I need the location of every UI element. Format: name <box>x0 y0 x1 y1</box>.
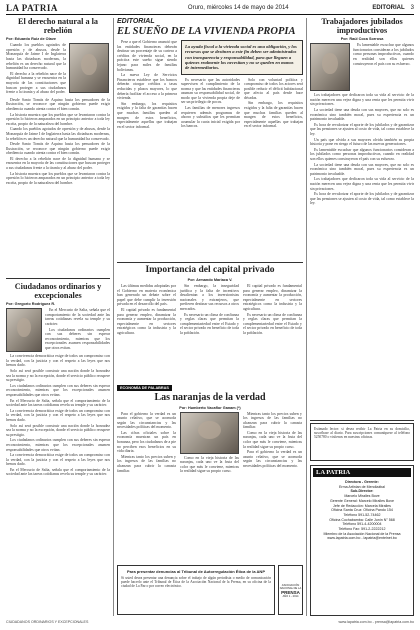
editorial-title: EL SUEÑO DE LA VIVIENDA PROPIA <box>117 26 296 37</box>
paragraph: La nueva Ley de Servicios Financieros establece que los bancos deberán otorgar créditos a tasas reducidas y plazos mayores, lo que debería facilitar el acceso a la primera vivienda. <box>117 73 177 101</box>
staff-line[interactable]: www.lapatria.com.bo - lapatria@entelnet.bo <box>327 536 397 541</box>
paragraph: Es lamentable escuchar que algunos funcionarios consideran a los jubilados como personas improductivas, cuando en realidad son ellos quienes construyeron el país con su esfuerzo. <box>310 147 414 161</box>
staff-line: Sub-Director: <box>350 489 374 494</box>
paragraph: Solo así será posible construir una nación donde la honradez sea la norma y no la excepción, donde el servicio público recupere su prestigio. <box>6 423 110 437</box>
paragraph: Mientras tanto los precios suben y los ingresos de las familias no alcanzan para cubrir la canasta familiar. <box>117 454 176 473</box>
article-title: Importancia del capital privado <box>145 265 275 275</box>
staff-logo: LA PATRIA <box>313 468 411 477</box>
paragraph: Sin embargo, los requisitos exigidos y la falta de garantías hacen que muchas familias queden al margen de estos beneficios, especialmente aquellas que trabajan en el sector informal. <box>117 101 177 129</box>
author-photo <box>69 43 109 93</box>
paragraph: Los trabajadores que dedicaron toda su vida al servicio de la nación merecen una vejez digna y una renta que les permita vivir sin privaciones. <box>310 93 414 107</box>
paragraph: Los ciudadanos ordinarios cumplen con sus deberes sin esperar reconocimiento, mientras que los excepcionales asumen responsabilidades que otros evitan. <box>6 438 110 452</box>
section-divider <box>117 262 303 263</box>
article-author: Por: Armando Mariaca V. <box>187 277 233 282</box>
article-body <box>6 43 66 96</box>
staff-line: Oficina Santa Cruz: Oficina Pando 154 <box>331 508 393 513</box>
staff-line: Directora - Gerente: <box>345 480 379 484</box>
issue-date: Oruro, miércoles 14 de mayo de 2014 <box>187 5 289 11</box>
paragraph: Las últimas medidas adoptadas por el Gobierno en materia económica han generado un debate sobre el papel que debe cumplir la inversión privada en el desarrollo del país. <box>117 283 176 307</box>
paragraph: Sin embargo, la inseguridad jurídica y la falta de incentivos desalientan a los inversionistas nacionales y extranjeros, que prefieren destinar sus recursos a otros mercados. <box>180 283 239 311</box>
paragraph: Es hora de revalorizar el aporte de los jubilados y de garantizar que las pensiones se ajusten al costo de vida, tal como establece la ley. <box>310 192 414 206</box>
paragraph: Es necesario un clima de confianza y reglas claras que permitan la complementariedad entre el Estado y el sector privado en beneficio de toda la población. <box>180 312 239 335</box>
paragraph: Es lamentable escuchar que algunos funcionarios consideran a los jubilados como personas improductivas, cuando en realidad son ellos quienes construyeron el país con su esfuerzo. <box>353 43 414 66</box>
staff-line: Erma Artinian de Mendizábal <box>339 484 385 489</box>
paragraph: Es necesario un clima de confianza y reglas claras que permitan la complementariedad entre el Estado y el sector privado en beneficio de toda la población. <box>243 312 302 335</box>
paragraph: La sociedad tiene una deuda con sus mayores, que no solo es económica sino también moral, pues su experiencia es un patrimonio invaluable. <box>310 162 414 176</box>
article-title: El derecho natural a la rebelión <box>18 17 98 35</box>
article-body-col2 <box>180 456 239 474</box>
notice-title: Para presentar denuncias al Tribunal de Autorregulación Ética de la ANP <box>127 569 265 574</box>
editorial-article <box>117 18 303 130</box>
paragraph: Desde Santo Tomás de Aquino hasta los pensadores de la Ilustración, se reconoce que ningún gobierno puede exigir obediencia cuando atenta contra el bien común. <box>6 142 110 156</box>
article-body-col3 <box>243 284 302 337</box>
paragraph: Para el gobierno la verdad es un asunto relativo, que se acomoda según las circunstancias y las necesidades políticas del momento. <box>243 450 302 469</box>
paragraph: Los ciudadanos ordinarios cumplen con sus deberes sin esperar reconocimiento, mientras que los excepcionales asumen responsabilidades que otros evitan. <box>45 327 110 350</box>
article-private-capital <box>117 266 303 337</box>
paragraph: Es necesario que las autoridades supervisen el cumplimiento de la norma y que las entidades financieras asuman su responsabilidad social, de modo que la vivienda propia deje de ser un privilegio de pocos. <box>181 77 240 105</box>
article-rebellion <box>6 18 110 186</box>
paragraph: La sociedad tiene una deuda con sus mayores, que no solo es económica sino también moral, pues su experiencia es un patrimonio invaluable. <box>310 108 414 122</box>
paragraph: La convivencia democrática exige de todos un compromiso con la verdad, con la justicia y con el respeto a las leyes que nos hemos dado. <box>6 354 110 368</box>
section-name: EDITORIAL <box>372 5 405 11</box>
paragraph: El derecho a la rebelión nace de la dignidad humana y se encuentra en la mayoría de las constituciones que buscan proteger a sus ciudadanos frente a la tiranía y al abuso del poder. <box>6 156 110 171</box>
footer-left: CIUDADANOS ORDINARIOS Y EXCEPCIONALES <box>6 620 89 624</box>
paragraph: En el Mercurio de Salta, señala que el comportamiento de la sociedad ante las tareas cotidianas revela su temple y su carácter. <box>6 467 110 477</box>
paragraph: En el Mercurio de Salta, señala que el comportamiento de la sociedad ante las tareas cotidianas revela su temple y su carácter. <box>6 398 110 408</box>
column-rule <box>113 18 114 616</box>
article-author: Por: Humberto Vacaflor Ganam (*) <box>179 405 241 410</box>
paragraph: Las cifras oficiales sobre la economía muestran un país en bonanza, pero los ciudadanos de a pie no perciben esos beneficios en su vida diaria. <box>117 430 176 454</box>
footer-right[interactable]: www.lapatria.com.bo - prensa@lapatria.com.bo <box>338 620 414 624</box>
notice-text: Si usted desea presentar una denuncia sobre el trabajo de algún periodista o medio de comunicación puede hacerlo ante el Tribunal de Ética de la Asociación Nacional de la Prensa, en su oficina de la ciudad de La Paz o por correo electrónico. <box>121 576 271 589</box>
pull-quote: La ayuda fiscal a la vivienda social es una obligación, y los recursos que se destinen a este fin deben ser administrados con transparencia y responsabilidad, para que lleguen a quienes realmente los necesitan y no se queden en manos de intermediarios. <box>181 40 303 74</box>
paragraph: Solo así será posible construir una nación donde la honradez sea la norma y no la excepción, donde el servicio público recupere su prestigio. <box>6 369 110 383</box>
paragraph: La convivencia democrática exige de todos un compromiso con la verdad, con la justicia y con el respeto a las leyes que nos hemos dado. <box>6 453 110 467</box>
page-footer <box>6 620 414 624</box>
author-photo <box>310 43 350 91</box>
article-citizens <box>6 283 110 478</box>
paragraph: La historia muestra que los pueblos que se levantaron contra la opresión lo hicieron amparados en un principio anterior a toda ley escrita, propio de la naturaleza del hombre. <box>6 171 110 185</box>
article-body-continued <box>310 93 414 206</box>
notice-text: Estimado lector: si desea recibir La Patria en su domicilio, suscríbase al diario. Para suscripciones comuníquese al teléfono 5250780 o visítenos en nuestras oficinas. <box>314 427 410 440</box>
author-photo <box>6 308 42 352</box>
paragraph: Cuando los pueblos agotados de opresión y de abusos, desde la Monarquía de Jaime I de Inglaterra hasta las dictaduras modernas, la rebelión es un derecho natural que la humanidad ha conservado. <box>6 43 66 71</box>
paragraph: Un país que olvida a sus mayores olvida también su propia historia y pone en riesgo el futuro de las nuevas generaciones. <box>310 137 414 147</box>
paragraph: Para el gobierno la verdad es un asunto relativo, que se acomoda según las circunstancias y las necesidades políticas del momento. <box>117 411 176 430</box>
staff-line: Marcelo Miralles Bove <box>344 494 380 499</box>
article-body <box>45 308 110 352</box>
seal-text: ASOCIACIÓN <box>281 582 300 587</box>
article-retirees <box>310 18 414 207</box>
article-oranges <box>117 393 303 475</box>
article-body <box>353 43 414 91</box>
page-number: 3 <box>410 5 414 11</box>
masthead-rule <box>6 14 414 15</box>
seal-text: AÑO 1 - 2014 <box>282 594 299 598</box>
article-body-col2 <box>180 284 239 337</box>
paragraph: Cuando los pueblos agotados de opresión y de abusos, desde la Monarquía de Jaime I de Inglaterra hasta las dictaduras modernas, la rebelión es un derecho natural que la humanidad ha conservado. <box>6 127 110 141</box>
paragraph: Mientras tanto los precios suben y los ingresos de las familias no alcanzan para cubrir la canasta familiar. <box>243 411 302 430</box>
section-divider <box>310 420 414 421</box>
article-title: Las naranjas de la verdad <box>154 392 266 403</box>
paragraph: Sin embargo, los requisitos exigidos y la falta de garantías hacen que muchas familias queden al margen de estos beneficios, especialmente aquellas que trabajan en el sector informal. <box>244 101 303 129</box>
staff-line: Gerente General: Marcelo Miralles Bove <box>329 498 395 503</box>
paragraph: Las familias de menores ingresos requieren además programas de ahorro y subsidios que les permitan acumular la cuota inicial exigida por los bancos. <box>181 106 240 129</box>
article-author: Por: Raúl Coca Sorrosa <box>340 37 384 42</box>
editorial-body-col3 <box>244 78 303 131</box>
staff-line: Teléfono 591-4-4200004 <box>342 522 382 527</box>
newspaper-logo: LA PATRIA <box>6 3 58 13</box>
column-rule <box>306 18 307 616</box>
article-title: Ciudadanos ordinarios y excepcionales <box>14 282 102 300</box>
author-photo <box>180 412 239 454</box>
article-author: Por: Gregorio Rodríguez R. <box>6 302 56 307</box>
editorial-tag: EDITORIAL <box>117 18 155 25</box>
staff-line: Teléfono 591-52-74462 <box>343 512 381 517</box>
paragraph: La convivencia democrática exige de todos un compromiso con la verdad, con la justicia y con el respeto a las leyes que nos hemos dado. <box>6 408 110 422</box>
section-divider <box>6 278 110 279</box>
article-body-col1 <box>117 412 176 475</box>
subscription-notice <box>310 423 414 461</box>
column-label: ECONOMÍA DE PALABRAS <box>117 385 172 391</box>
paragraph: Desde Santo Tomás de Aquino hasta los pensadores de la Ilustración, se reconoce que ningún gobierno puede exigir obediencia cuando atenta contra el bien común. <box>6 97 110 111</box>
staff-box <box>310 465 414 616</box>
article-body-continued <box>6 354 110 477</box>
paragraph: El capital privado es fundamental para generar empleo, dinamizar la economía y aumentar la producción, especialmente en sectores estratégicos como la industria y la agricultura. <box>117 307 176 335</box>
paragraph: Solo con voluntad política y compromiso de todos los actores será posible reducir el déficit habitacional que afecta al país desde hace décadas. <box>244 77 303 100</box>
staff-list <box>313 480 411 541</box>
seal-text: PRENSA <box>281 589 300 595</box>
masthead <box>6 3 414 13</box>
staff-line: Miembro de la Asociación Nacional de la Prensa <box>323 531 401 536</box>
paragraph: Como en la vieja historia de las naranjas, cada uno ve la fruta del color que más le conviene, mientras la realidad sigue su propio curso. <box>180 455 239 474</box>
article-body-col3 <box>243 412 302 475</box>
paragraph: El capital privado es fundamental para generar empleo, dinamizar la economía y aumentar la producción, especialmente en sectores estratégicos como la industria y la agricultura. <box>243 283 302 311</box>
paragraph: En el Mercurio de Salta, señala que el comportamiento de la sociedad ante las tareas cotidianas revela su temple y su carácter. <box>45 308 110 326</box>
paragraph: Es hora de revalorizar el aporte de los jubilados y de garantizar que las pensiones se ajusten al costo de vida, tal como establece la ley. <box>310 122 414 136</box>
paragraph: Los ciudadanos ordinarios cumplen con sus deberes sin esperar reconocimiento, mientras que los excepcionales asumen responsabilidades que otros evitan. <box>6 383 110 397</box>
paragraph: La historia muestra que los pueblos que se levantaron contra la opresión lo hicieron amparados en un principio anterior a toda ley escrita, propio de la naturaleza del hombre. <box>6 112 110 126</box>
staff-line: Teléfono Fax: 591-2-2222212 <box>338 527 386 532</box>
article-author: Por: Eduardo Ruiz de Olave <box>6 37 57 42</box>
editorial-body-col1 <box>117 40 177 130</box>
paragraph: Como en la vieja historia de las naranjas, cada uno ve la fruta del color que más le conviene, mientras la realidad sigue su propio curso. <box>243 430 302 449</box>
article-title: Trabajadores jubilados improductivos <box>321 17 403 35</box>
seal-text: NACIONAL DE LA <box>279 586 302 590</box>
paragraph: Los trabajadores que dedicaron toda su vida al servicio de la nación merecen una vejez digna y una renta que les permita vivir sin privaciones. <box>310 177 414 191</box>
article-body-col1 <box>117 284 176 337</box>
paragraph: Pese a que el Gobierno anunció que las entidades financieras deberán destinar un porcentaje de su cartera a créditos de vivienda social, en la práctica este sueño sigue siendo lejano para miles de familias bolivianas. <box>117 40 177 72</box>
staff-line: Oficina Cochabamba: Calle Junín N° 568 <box>329 517 395 522</box>
paragraph: El derecho a la rebelión nace de la dignidad humana y se encuentra en la mayoría de las constituciones que buscan proteger a sus ciudadanos frente a la tiranía y al abuso del poder. <box>6 71 66 95</box>
anp-notice-box <box>117 565 275 615</box>
anp-seal <box>278 565 303 615</box>
editorial-body-col2 <box>181 78 240 131</box>
staff-line: Jefe de Redacción: Marcela Miralles <box>333 503 391 508</box>
article-body-continued <box>6 98 110 186</box>
